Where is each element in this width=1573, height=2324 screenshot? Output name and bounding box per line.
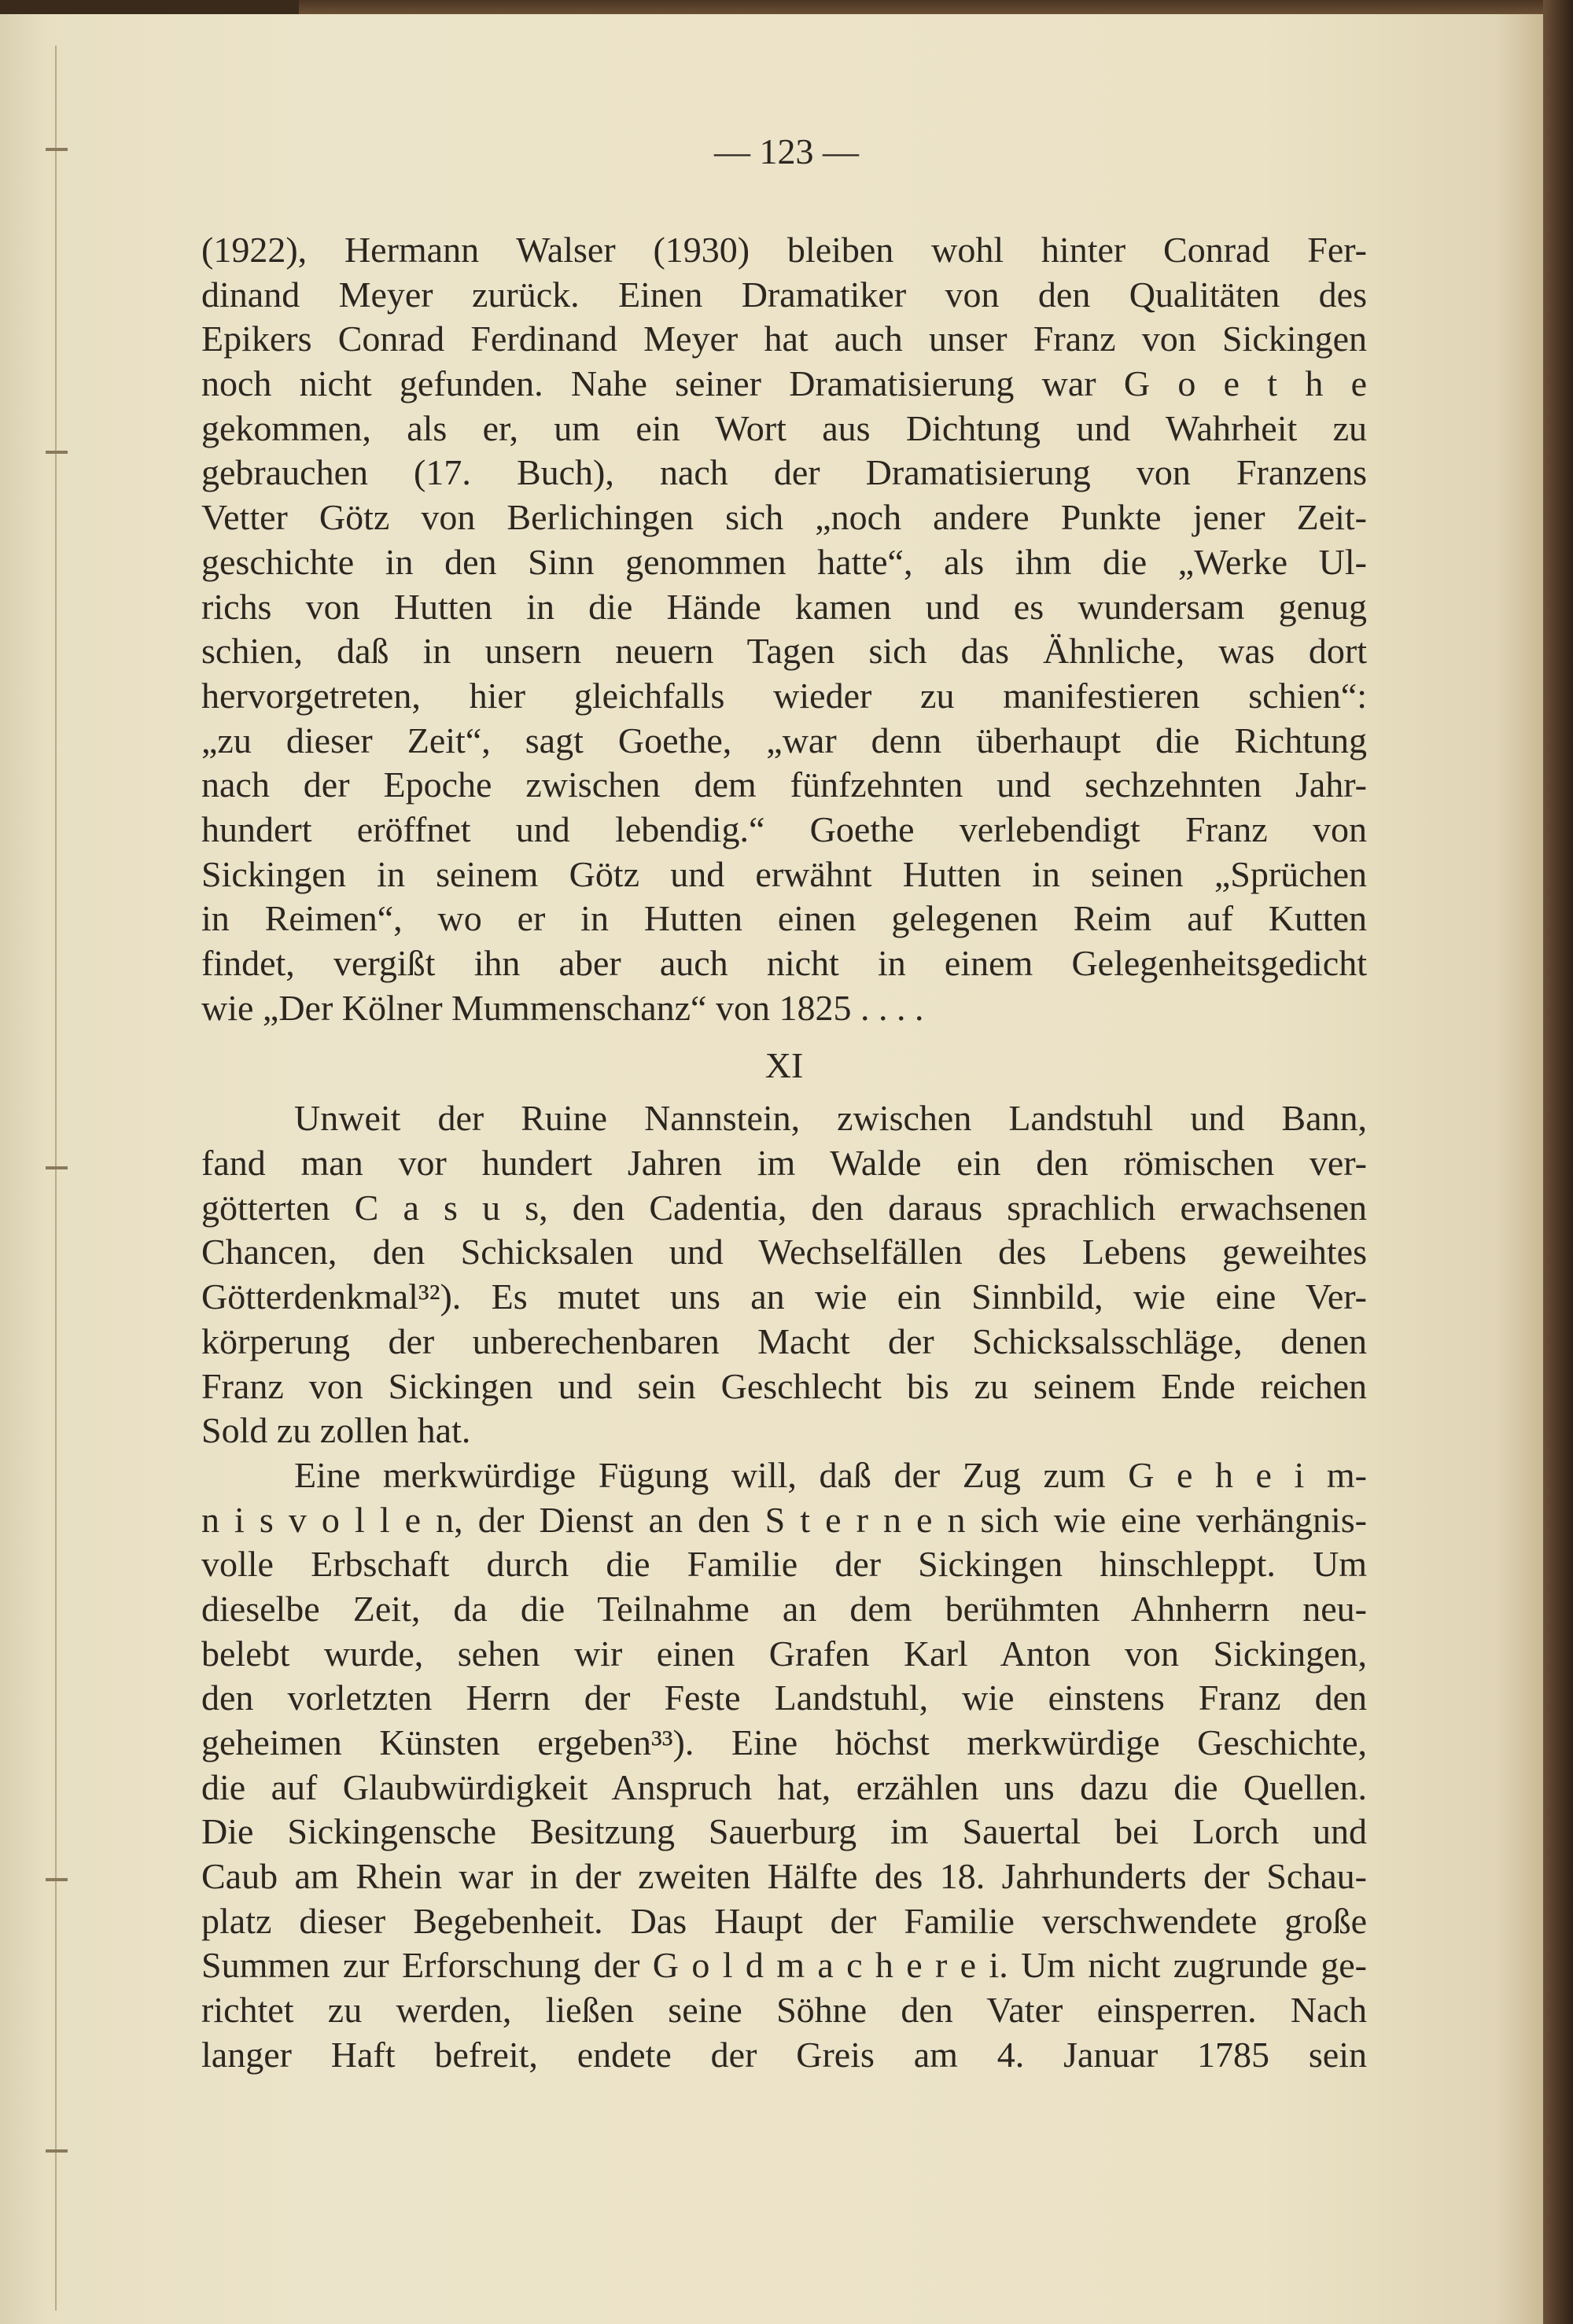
text-line: richs von Hutten in die Hände kamen und es wundersam genug [201, 586, 1367, 627]
text-line: hundert eröffnet und lebendig.“ Goethe verlebendigt Franz von [201, 808, 1367, 849]
margin-mark [46, 2149, 68, 2153]
text-line: langer Haft befreit, endete der Greis am 4. Januar 1785 sein [201, 2034, 1367, 2075]
page-number: — 123 — [714, 131, 859, 171]
page-edge-rule [55, 46, 57, 2311]
text-line: geschichte in den Sinn genommen hatte“, als ihm die „Werke Ul- [201, 541, 1367, 582]
text-line: findet, vergißt ihn aber auch nicht in einem Gelegenheitsgedicht [201, 943, 1367, 983]
text-line: belebt wurde, sehen wir einen Grafen Karl Anton von Sickingen, [201, 1633, 1367, 1674]
body-text [201, 228, 1367, 2078]
text-line: in Reimen“, wo er in Hutten einen gelegenen Reim auf Kutten [201, 898, 1367, 939]
text-line: n i s v o l l e n, der Dienst an den S t e r n e n sich wie eine verhängnis- [201, 1499, 1367, 1540]
paragraph-block-before [201, 228, 1367, 1030]
text-line: noch nicht gefunden. Nahe seiner Dramatisierung war G o e t h e [201, 363, 1367, 404]
text-line: dinand Meyer zurück. Einen Dramatiker von den Qualitäten des [201, 274, 1367, 315]
paragraph-block-after [201, 1096, 1367, 2077]
text-line: Chancen, den Schicksalen und Wechselfällen des Lebens geweihtes [201, 1232, 1367, 1272]
margin-mark [46, 1878, 68, 1881]
text-line: Die Sickingensche Besitzung Sauerburg im Sauertal bei Lorch und [201, 1811, 1367, 1852]
text-line: götterten C a s u s, den Cadentia, den daraus sprachlich erwachsenen [201, 1187, 1367, 1228]
text-line: Sold zu zollen hat. [201, 1410, 471, 1451]
text-line: Unweit der Ruine Nannstein, zwischen Landstuhl und Bann, [294, 1098, 1367, 1139]
text-line: Caub am Rhein war in der zweiten Hälfte des 18. Jahrhunderts der Schau- [201, 1856, 1367, 1897]
text-line: den vorletzten Herrn der Feste Landstuhl, wie einstens Franz den [201, 1678, 1367, 1718]
text-line: hervorgetreten, hier gleichfalls wieder zu manifestieren schien“: [201, 675, 1367, 716]
book-binding-right [1543, 0, 1573, 2324]
text-line: (1922), Hermann Walser (1930) bleiben wohl hinter Conrad Fer- [201, 230, 1367, 270]
text-line: Sickingen in seinem Götz und erwähnt Hutten in seinen „Sprüchen [201, 853, 1367, 894]
text-line: Eine merkwürdige Fügung will, daß der Zug zum G e h e i m- [294, 1454, 1367, 1495]
text-line: Epikers Conrad Ferdinand Meyer hat auch unser Franz von Sickingen [201, 319, 1367, 359]
text-line: körperung der unberechenbaren Macht der Schicksalsschläge, denen [201, 1320, 1367, 1361]
text-line: die auf Glaubwürdigkeit Anspruch hat, erzählen uns dazu die Quellen. [201, 1766, 1367, 1807]
text-line: gekommen, als er, um ein Wort aus Dichtung und Wahrheit zu [201, 407, 1367, 448]
text-line: platz dieser Begebenheit. Das Haupt der Familie verschwendete große [201, 1900, 1367, 1941]
text-line: dieselbe Zeit, da die Teilnahme an dem berühmten Ahnherrn neu- [201, 1588, 1367, 1629]
text-line: Vetter Götz von Berlichingen sich „noch andere Punkte jener Zeit- [201, 497, 1367, 538]
margin-mark [46, 451, 68, 454]
text-line: geheimen Künsten ergeben³³). Eine höchst merkwürdige Geschichte, [201, 1722, 1367, 1762]
text-line: richtet zu werden, ließen seine Söhne den Vater einsperren. Nach [201, 1990, 1367, 2031]
margin-mark [46, 1166, 68, 1169]
text-line: gebrauchen (17. Buch), nach der Dramatisierung von Franzens [201, 452, 1367, 493]
text-line: nach der Epoche zwischen dem fünfzehnten und sechzehnten Jahr- [201, 764, 1367, 805]
text-line: wie „Der Kölner Mummenschanz“ von 1825 . . . . [201, 987, 924, 1028]
text-line: fand man vor hundert Jahren im Walde ein den römischen ver- [201, 1143, 1367, 1184]
text-line: schien, daß in unsern neuern Tagen sich das Ähnliche, was dort [201, 631, 1367, 672]
text-line: Götterdenkmal³²). Es mutet uns an wie ein Sinnbild, wie eine Ver- [201, 1276, 1367, 1317]
section-heading: XI [764, 1045, 804, 1086]
text-line: Summen zur Erforschung der G o l d m a c h e r e i. Um nicht zugrunde ge- [201, 1945, 1367, 1986]
text-line: „zu dieser Zeit“, sagt Goethe, „war denn überhaupt die Richtung [201, 720, 1367, 761]
text-line: volle Erbschaft durch die Familie der Sickingen hinschleppt. Um [201, 1544, 1367, 1585]
text-line: Franz von Sickingen und sein Geschlecht bis zu seinem Ende reichen [201, 1365, 1367, 1406]
